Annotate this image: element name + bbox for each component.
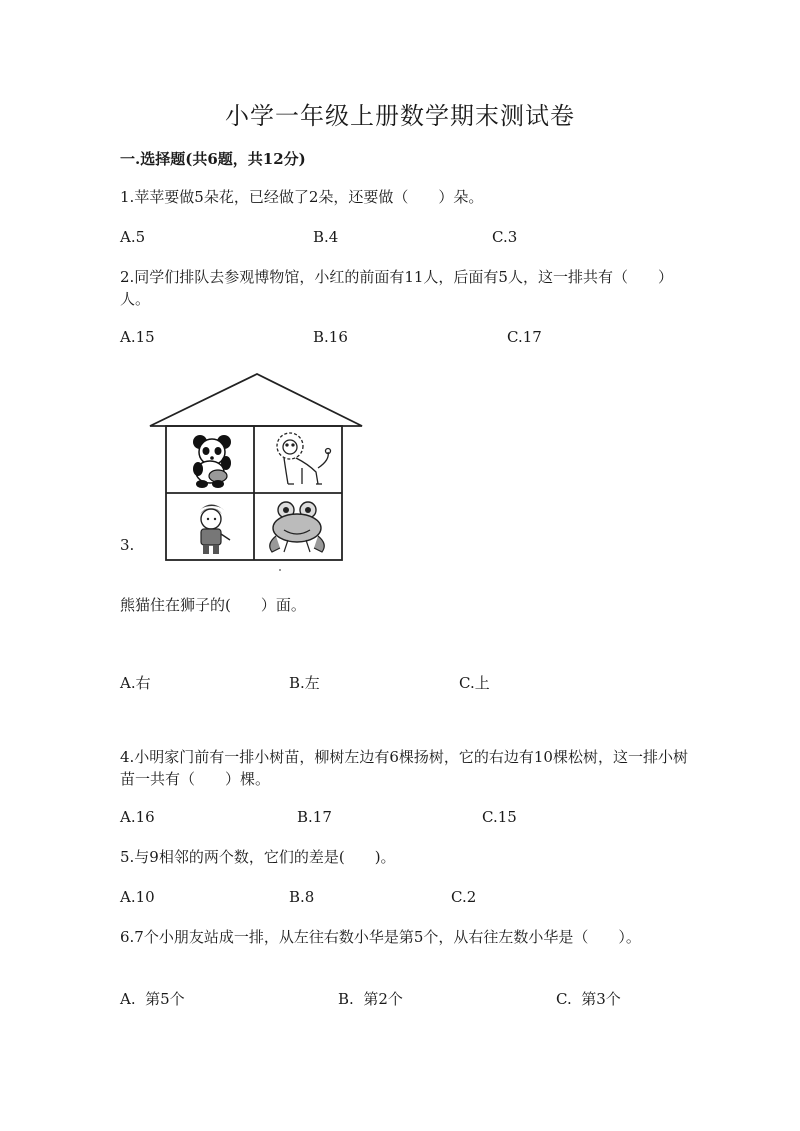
question-6-option-c[interactable]: C. 第3个 (556, 990, 621, 1008)
question-5-option-c[interactable]: C.2 (451, 888, 477, 906)
house-figure (148, 372, 366, 578)
question-3-option-c[interactable]: C.上 (459, 674, 490, 692)
lion-icon (277, 433, 331, 484)
question-1-option-c[interactable]: C.3 (492, 228, 518, 246)
question-4-option-b[interactable]: B.17 (297, 808, 332, 826)
house-roof (150, 374, 362, 426)
page-title: 小学一年级上册数学期末测试卷 (225, 102, 575, 130)
question-1-option-b[interactable]: B.4 (313, 228, 339, 246)
question-2-stem: 2.同学们排队去参观博物馆，小红的前面有11人，后面有5人，这一排共有（ ）人。 (120, 268, 673, 308)
question-2-option-b[interactable]: B.16 (313, 328, 348, 346)
question-3-option-a[interactable]: A.右 (120, 674, 151, 692)
question-2-option-a[interactable]: A.15 (120, 328, 155, 346)
question-1-stem: 1.苹苹要做5朵花，已经做了2朵，还要做（ ）朵。 (120, 188, 484, 206)
question-5-stem: 5.与9相邻的两个数，它们的差是( )。 (120, 848, 396, 866)
question-6-option-b[interactable]: B. 第2个 (338, 990, 403, 1008)
question-5-option-a[interactable]: A.10 (120, 888, 155, 906)
question-2-option-c[interactable]: C.17 (507, 328, 542, 346)
question-3-stem: 熊猫住在狮子的( ）面。 (120, 596, 306, 614)
section-heading: 一.选择题(共6题，共12分) (120, 150, 306, 168)
child-icon (198, 504, 230, 554)
question-4-option-a[interactable]: A.16 (120, 808, 155, 826)
question-4-stem: 4.小明家门前有一排小树苗，柳树左边有6棵扬树，它的右边有10棵松树，这一排小树苗一共有（ ）棵。 (120, 748, 688, 788)
question-4-option-c[interactable]: C.15 (482, 808, 517, 826)
question-1-option-a[interactable]: A.5 (120, 228, 146, 246)
question-6-option-a[interactable]: A. 第5个 (120, 990, 185, 1008)
question-3-number: 3. (120, 536, 135, 554)
frog-icon (270, 502, 325, 552)
panda-icon (193, 435, 231, 488)
question-6-stem: 6.7个小朋友站成一排，从左往右数小华是第5个，从右往左数小华是（ ）。 (120, 928, 641, 946)
question-3-option-b[interactable]: B.左 (289, 674, 320, 692)
question-5-option-b[interactable]: B.8 (289, 888, 315, 906)
